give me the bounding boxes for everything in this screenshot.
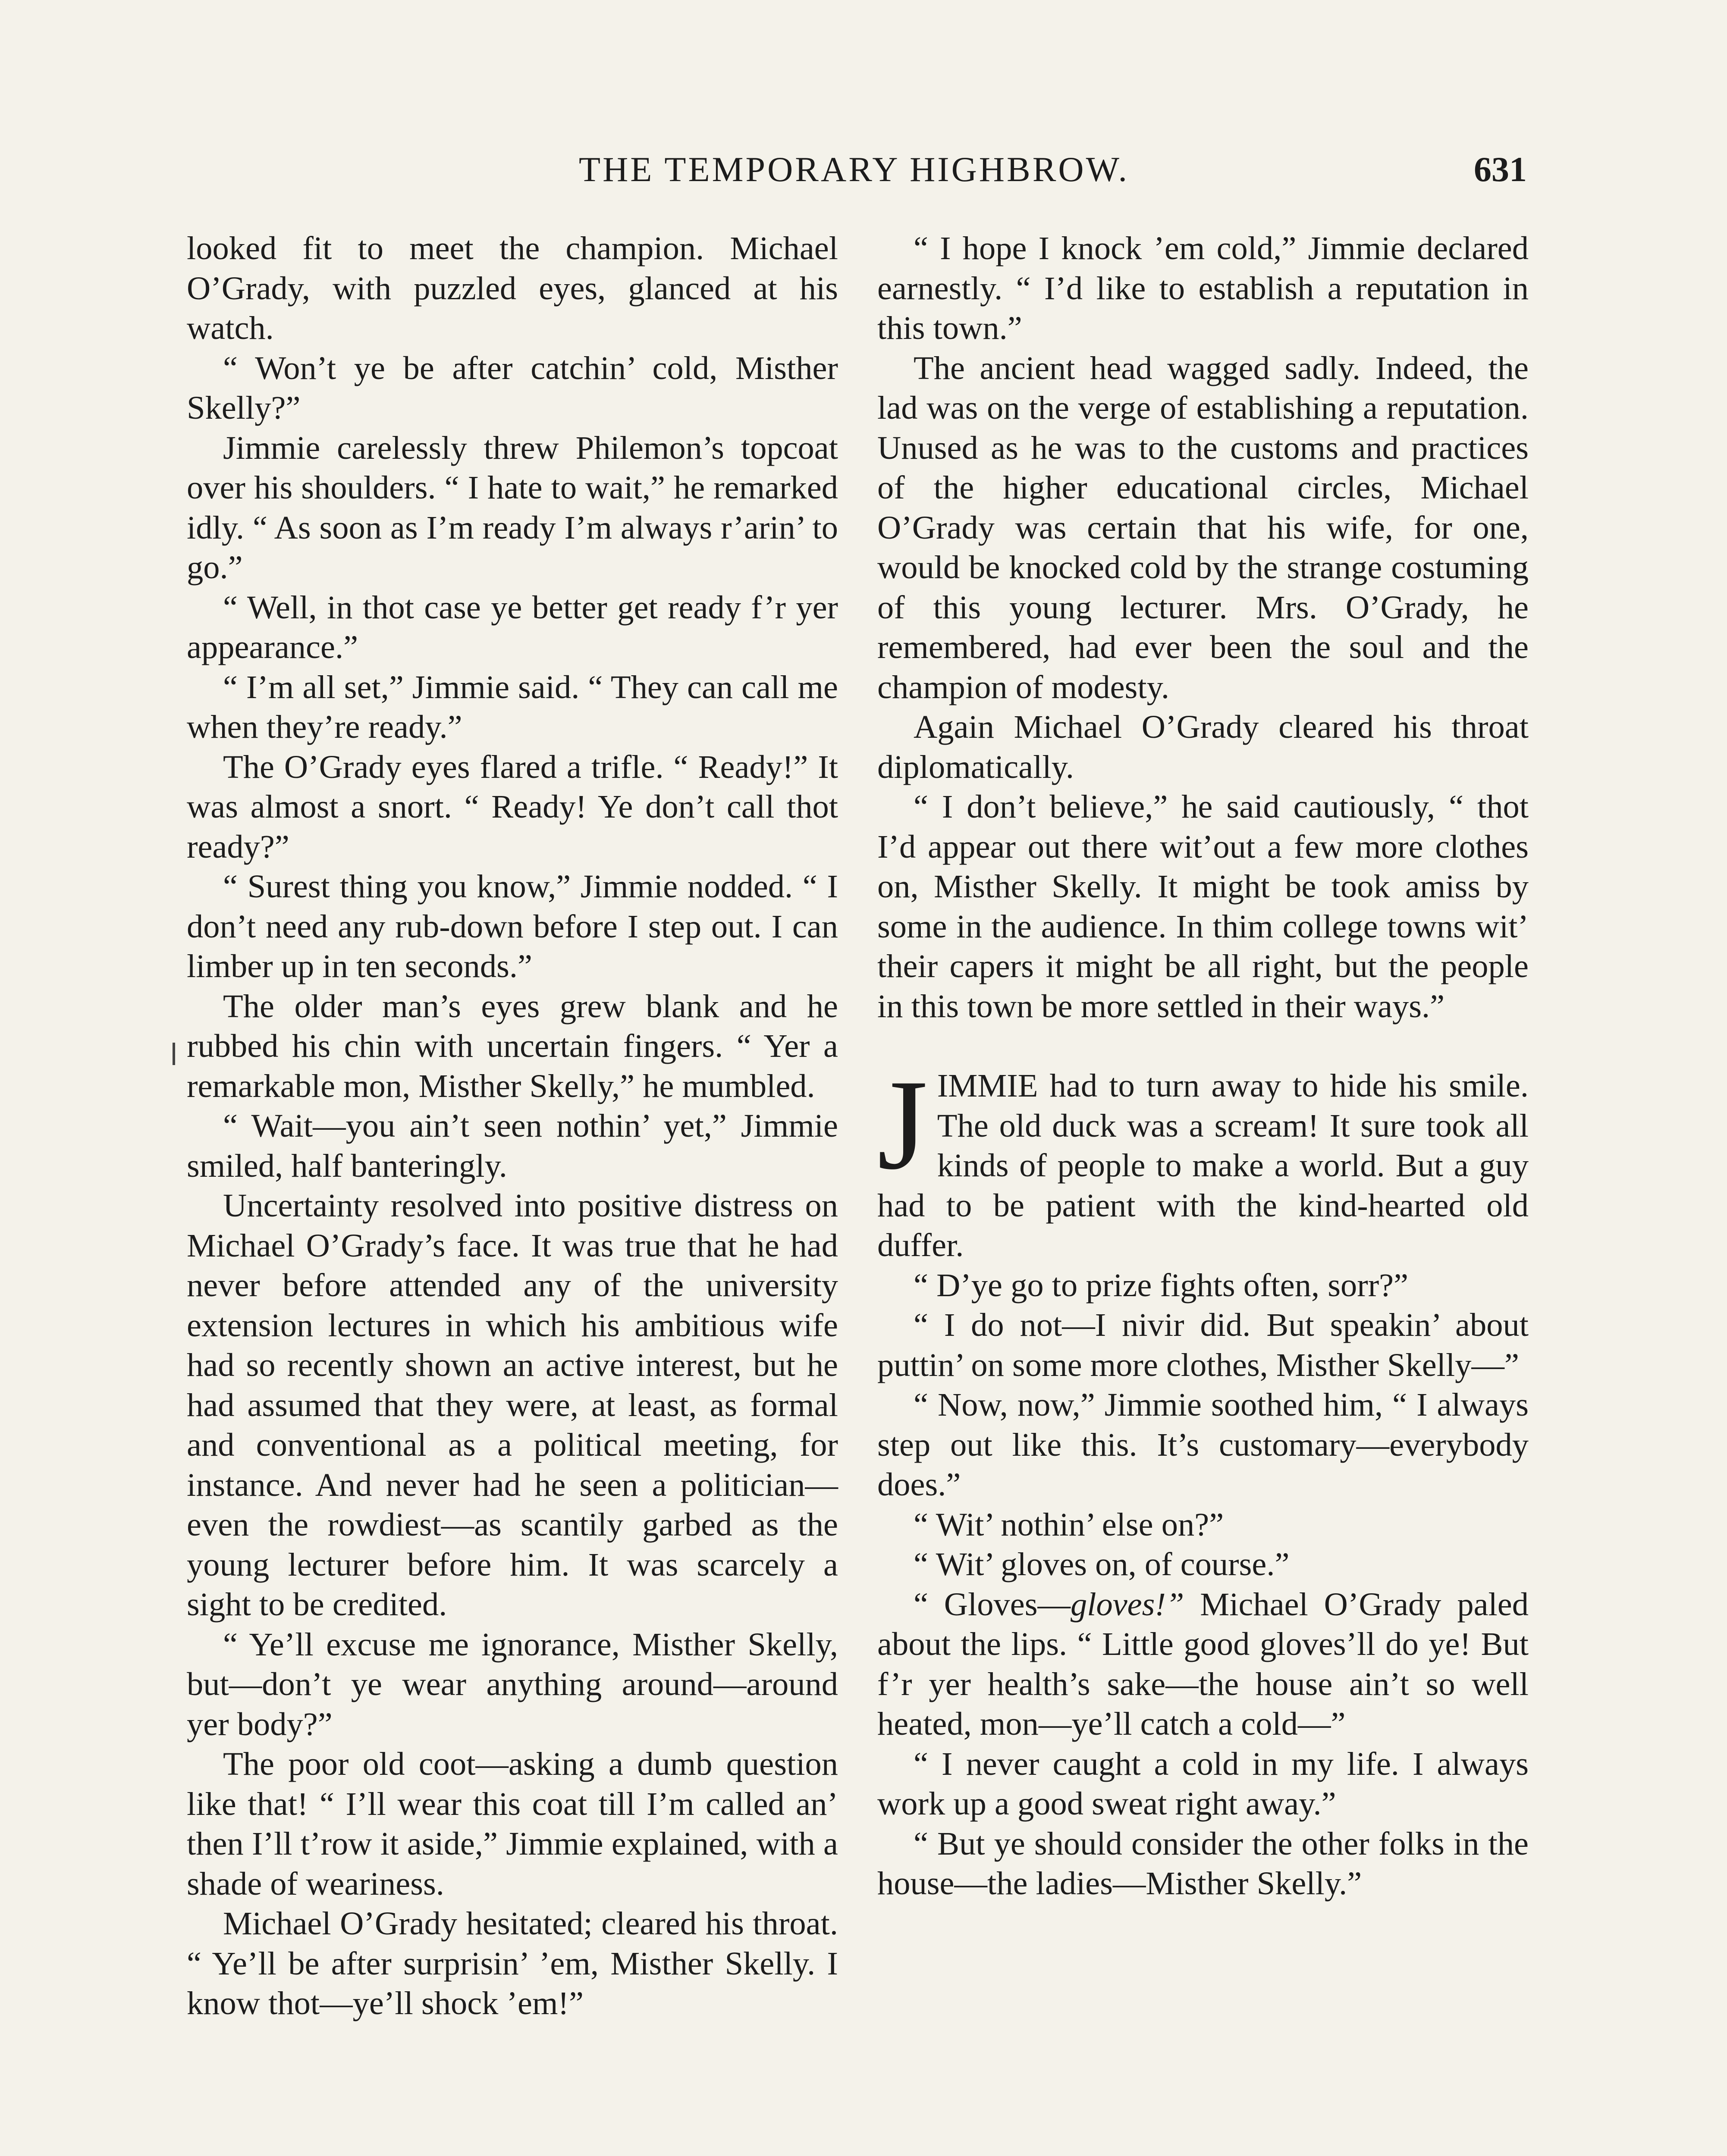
paragraph: “ Well, in thot case ye better get ready f’r yer appearance.” — [187, 589, 838, 665]
gloves-rest: Michael O’Grady paled about the lips. “ Little good gloves’ll do ye! But f’r yer health’s sake—the house ain’t so well heated, mon—ye’ll catch a cold—” — [877, 1586, 1529, 1742]
gloves-lead: “ Gloves— — [914, 1586, 1071, 1623]
paragraph: “ I’m all set,” Jimmie said. “ They can call me when they’re ready.” — [187, 668, 838, 745]
paragraph: “ Wit’ gloves on, of course.” — [914, 1546, 1290, 1583]
paragraph: Jimmie carelessly threw Philemon’s topcoat over his shoulders. “ I hate to wait,” he remarked idly. “ As soon as I’m ready I’m always r’arin’ to go.” — [187, 429, 838, 586]
paragraph: “ D’ye go to prize fights often, sorr?” — [914, 1266, 1409, 1304]
paragraph: “ I never caught a cold in my life. I always work up a good sweat right away.” — [877, 1745, 1529, 1822]
paragraph: “ But ye should consider the other folks in the house—the ladies—Misther Skelly.” — [877, 1825, 1529, 1902]
paragraph: The ancient head wagged sadly. Indeed, the lad was on the verge of establishing a reputation. Unused as he was to the customs and practices of the higher educational circles, Michael O’Grady was certain that his wife, for one, would be knocked cold by the strange costuming of this young lecturer. Mrs. O’Grady, he remembered, had ever been the soul and the champion of modesty. — [877, 349, 1529, 705]
drop-cap: J — [877, 1053, 928, 1196]
paragraph: “ Now, now,” Jimmie soothed him, “ I always step out like this. It’s customary—everybody does.” — [877, 1386, 1529, 1503]
running-title: THE TEMPORARY HIGHBROW. — [578, 150, 1129, 189]
paragraph: “ Won’t ye be after catchin’ cold, Misther Skelly?” — [187, 349, 838, 426]
margin-mark — [173, 1043, 175, 1065]
section-opening-paragraph — [877, 1053, 1529, 1266]
paragraph: Again Michael O’Grady cleared his throat diplomatically. — [877, 708, 1529, 785]
paragraph: The poor old coot—asking a dumb question like that! “ I’ll wear this coat till I’m called an’ then I’ll t’row it aside,” Jimmie explained, with a shade of weariness. — [187, 1745, 838, 1902]
page-header — [181, 146, 1527, 193]
paragraph: “ I do not—I nivir did. But speakin’ about puttin’ on some more clothes, Misther Skelly—” — [877, 1307, 1529, 1383]
paragraph: “ Wit’ nothin’ else on?” — [914, 1506, 1224, 1543]
paragraph: “ Surest thing you know,” Jimmie nodded. “ I don’t need any rub-down before I step out. I can limber up in ten seconds.” — [187, 868, 838, 984]
paragraph: Uncertainty resolved into positive distress on Michael O’Grady’s face. It was true that he had never before attended any of the university extension lectures in which his ambitious wife had so recently shown an active interest, but he had assumed that they were, at least, as formal and conventional as a political meeting, for instance. And never had he seen a politician—even the rowdiest—as scantily garbed as the young lecturer before him. It was scarcely a sight to be credited. — [187, 1187, 838, 1623]
paragraph: “ Wait—you ain’t seen nothin’ yet,” Jimmie smiled, half banteringly. — [187, 1107, 838, 1184]
gloves-emphasis: gloves!” — [1070, 1586, 1184, 1623]
paragraph: Michael O’Grady hesitated; cleared his throat. “ Ye’ll be after surprisin’ ’em, Misther Skelly. I know thot—ye’ll shock ’em!” — [187, 1905, 838, 2021]
paragraph: looked fit to meet the champion. Michael O’Grady, with puzzled eyes, glanced at his watch. — [187, 230, 838, 346]
gloves-paragraph — [877, 1585, 1529, 1744]
paragraph: The O’Grady eyes flared a trifle. “ Ready!” It was almost a snort. “ Ready! Ye don’t call thot ready?” — [187, 748, 838, 865]
paragraph: The older man’s eyes grew blank and he rubbed his chin with uncertain fingers. “ Yer a remarkable mon, Misther Skelly,” he mumbled. — [187, 987, 838, 1104]
paragraph: “ I don’t believe,” he said cautiously, “ thot I’d appear out there wit’out a few more clothes on, Misther Skelly. It might be took amiss by some in the audience. In thim college towns wit’ their capers it might be all right, but the people in this town be more settled in their ways.” — [877, 788, 1529, 1025]
paragraph: “ I hope I knock ’em cold,” Jimmie declared earnestly. “ I’d like to establish a reputation in this town.” — [877, 230, 1529, 346]
page-number: 631 — [1474, 150, 1527, 189]
section-opening-text: IMMIE had to turn away to hide his smile. The old duck was a scream! It sure took all kinds of people to make a world. But a guy had to be patient with the kind-hearted old duffer. — [877, 1067, 1529, 1263]
left-column — [187, 229, 838, 2024]
right-column — [877, 229, 1529, 1904]
paragraph: “ Ye’ll excuse me ignorance, Misther Skelly, but—don’t ye wear anything around—around yer body?” — [187, 1626, 838, 1742]
